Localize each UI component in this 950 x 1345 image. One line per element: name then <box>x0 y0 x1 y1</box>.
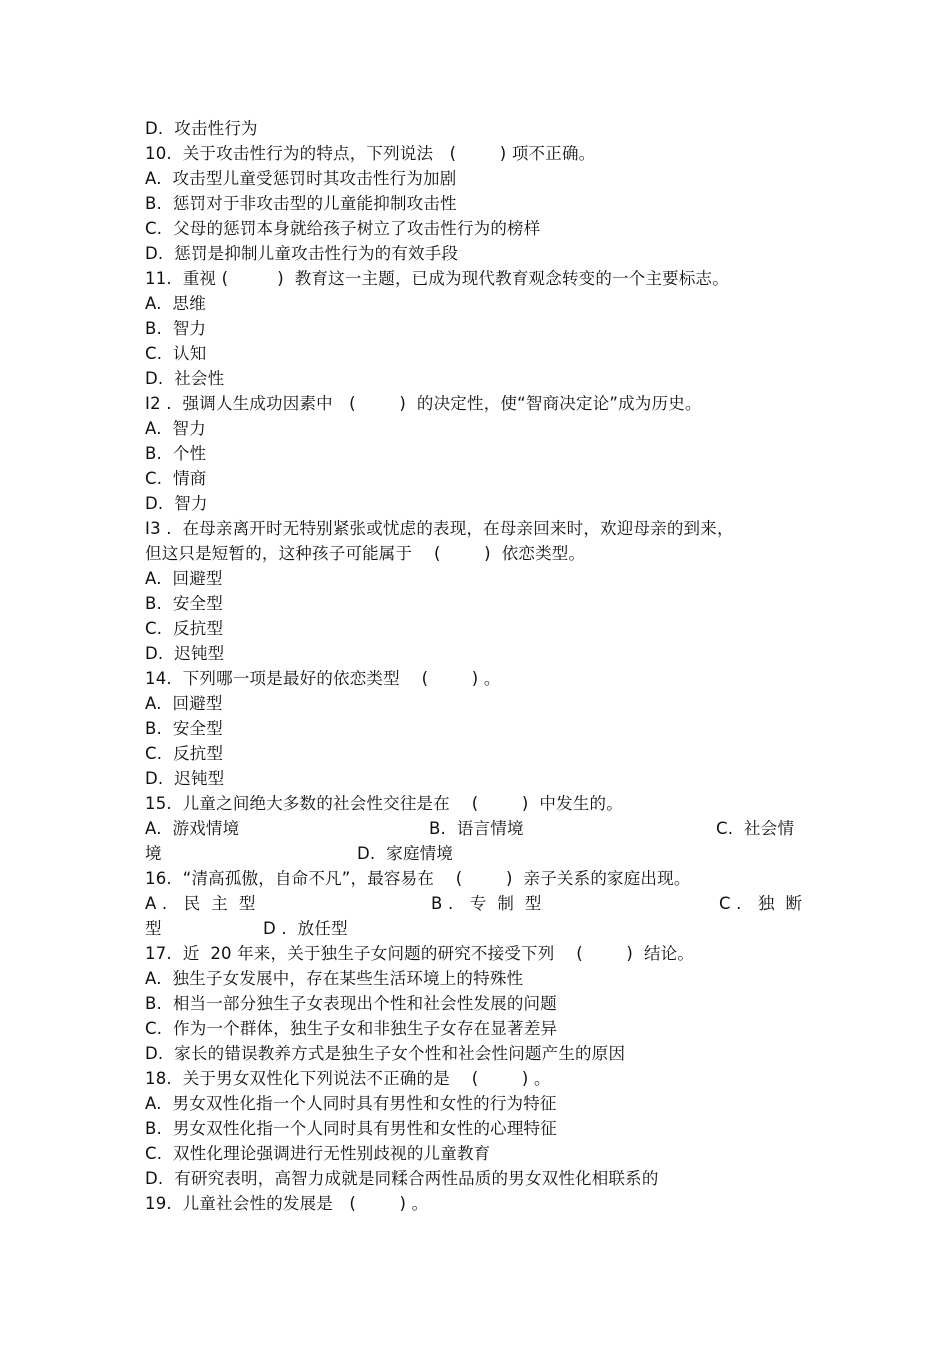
question-10: 10. 关于攻击性行为的特点，下列说法 ( ) 项不正确。 <box>145 144 596 163</box>
question-18: 18. 关于男女双性化下列说法不正确的是 ( ) 。 <box>145 1069 551 1088</box>
question-14: 14. 下列哪一项是最好的依恋类型 ( ) 。 <box>145 669 501 688</box>
option-line: D. 家长的错误教养方式是独生子女个性和社会性问题产生的原因 <box>145 1044 626 1063</box>
option-line: D. 有研究表明，高智力成就是同糅合两性品质的男女双性化相联系的 <box>145 1169 659 1188</box>
option-a: A. 游戏情境 <box>145 819 240 838</box>
text-line: D. 攻击性行为 <box>145 119 258 138</box>
option-line: A. 智力 <box>145 419 206 438</box>
option-line: A. 回避型 <box>145 569 223 588</box>
option-line: D. 社会性 <box>145 369 225 388</box>
option-line: C. 情商 <box>145 469 207 488</box>
option-line: B. 个性 <box>145 444 207 463</box>
option-line: C. 双性化理论强调进行无性别歧视的儿童教育 <box>145 1144 491 1163</box>
option-line: B. 男女双性化指一个人同时具有男性和女性的心理特征 <box>145 1119 557 1138</box>
option-line: D. 迟钝型 <box>145 769 225 788</box>
option-line: B. 惩罚对于非攻击型的儿童能抑制攻击性 <box>145 194 457 213</box>
option-line: A. 思维 <box>145 294 206 313</box>
question-12: I2 . 强调人生成功因素中 ( ) 的决定性，使“智商决定论”成为历史。 <box>145 394 702 413</box>
option-line: A. 回避型 <box>145 694 223 713</box>
option-c: C . 独 断 <box>719 894 803 913</box>
question-15-options-row <box>145 816 825 841</box>
option-line: B. 安全型 <box>145 719 223 738</box>
option-line: C. 认知 <box>145 344 207 363</box>
question-13: I3 . 在母亲离开时无特别紧张或忧虑的表现，在母亲回来时，欢迎母亲的到来， <box>145 519 734 538</box>
option-line: A. 独生子女发展中，存在某些生活环境上的特殊性 <box>145 969 524 988</box>
option-b: B . 专 制 型 <box>431 894 542 913</box>
question-17: 17. 近 20 年来，关于独生子女问题的研究不接受下列 ( ) 结论。 <box>145 944 695 963</box>
option-line: B. 相当一部分独生子女表现出个性和社会性发展的问题 <box>145 994 557 1013</box>
option-line: D. 惩罚是抑制儿童攻击性行为的有效手段 <box>145 244 459 263</box>
option-line: C. 父母的惩罚本身就给孩子树立了攻击性行为的榜样 <box>145 219 541 238</box>
option-b: B. 语言情境 <box>429 819 524 838</box>
option-line: D. 迟钝型 <box>145 644 225 663</box>
option-line: C. 反抗型 <box>145 744 224 763</box>
option-line: C. 作为一个群体，独生子女和非独生子女存在显著差异 <box>145 1019 558 1038</box>
option-line: C. 反抗型 <box>145 619 224 638</box>
question-16: 16. “清高孤傲，自命不凡”，最容易在 ( ) 亲子关系的家庭出现。 <box>145 869 691 888</box>
question-13-cont: 但这只是短暂的，这种孩子可能属于 ( ) 依恋类型。 <box>145 544 586 563</box>
question-15-options-row-2 <box>145 841 825 866</box>
option-line: B. 安全型 <box>145 594 223 613</box>
option-c-continued: 型 <box>145 919 162 938</box>
option-line: A. 男女双性化指一个人同时具有男性和女性的行为特征 <box>145 1094 557 1113</box>
question-16-options-row <box>145 891 825 916</box>
question-19: 19. 儿童社会性的发展是 ( ) 。 <box>145 1194 429 1213</box>
option-line: B. 智力 <box>145 319 207 338</box>
option-line: A. 攻击型儿童受惩罚时其攻击性行为加剧 <box>145 169 457 188</box>
question-11: 11. 重视 ( ) 教育这一主题，已成为现代教育观念转变的一个主要标志。 <box>145 269 729 288</box>
option-line: D. 智力 <box>145 494 208 513</box>
option-c-continued: 境 <box>145 844 162 863</box>
question-16-options-row-2 <box>145 916 825 941</box>
option-a: A . 民 主 型 <box>145 894 256 913</box>
option-c: C. 社会情 <box>716 819 795 838</box>
option-d: D . 放任型 <box>263 919 348 938</box>
question-15: 15. 儿童之间绝大多数的社会性交往是在 ( ) 中发生的。 <box>145 794 623 813</box>
option-d: D. 家庭情境 <box>357 844 454 863</box>
